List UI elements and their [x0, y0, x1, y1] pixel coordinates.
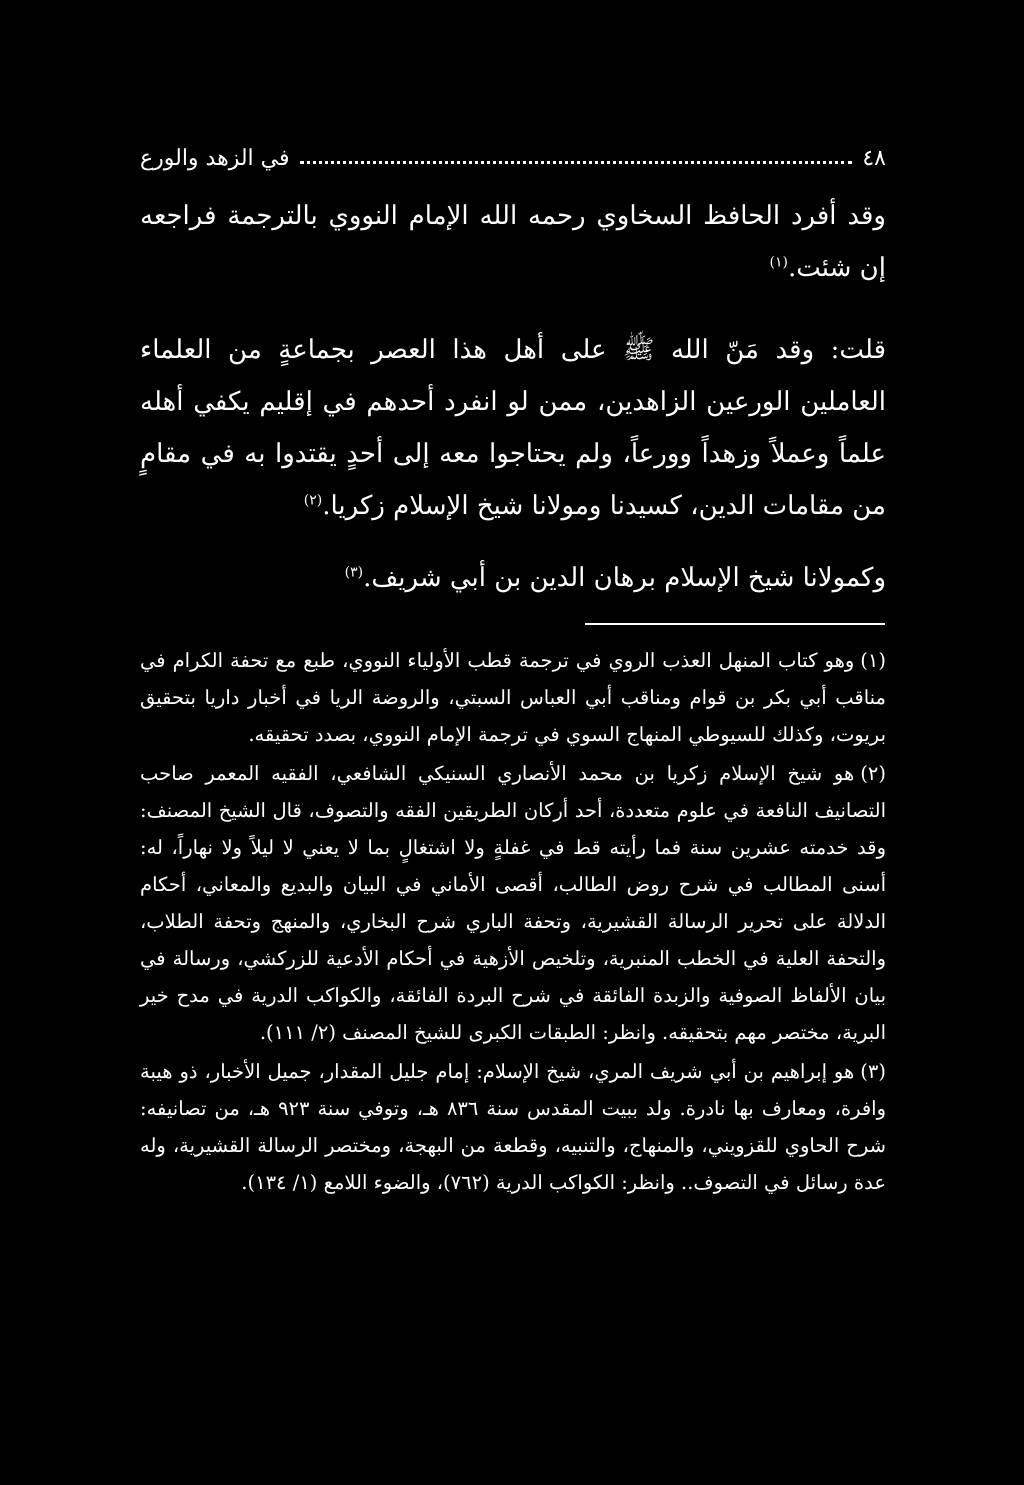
- main-text: [140, 190, 886, 604]
- paragraph-1-text: وقد أفرد الحافظ السخاوي رحمه الله الإمام النووي بالترجمة فراجعه إن شئت.: [140, 201, 886, 283]
- footnote-2: [140, 755, 886, 1051]
- paragraph-2-text: قلت: وقد مَنّ الله ﷺ على أهل هذا العصر بجماعةٍ من العلماء العاملين الورعين الزاهدين، ممن لو انفرد أحدهم في إقليم يكفي أهله علماً وعملاً وزهداً وورعاً، ولم يحتاجوا معه إلى أحدٍ يقتدوا به في مقامٍ من مقامات الدين، كسيدنا ومولانا شيخ الإسلام زكريا.: [140, 335, 886, 521]
- footnote-2-mark: (٢): [860, 762, 886, 785]
- footnote-1-text: وهو كتاب المنهل العذب الروي في ترجمة قطب الأولياء النووي، طبع مع تحفة الكرام في مناقب أبي بكر بن قوام ومناقب أبي العباس السبتي، والروضة الريا في أخبار داريا بتحقيق بريوت، وكذلك للسيوطي المنهاج السوي في ترجمة الإمام النووي، بصدد تحقيقه.: [140, 649, 886, 746]
- footnote-2-text: هو شيخ الإسلام زكريا بن محمد الأنصاري السنيكي الشافعي، الفقيه المعمر صاحب التصانيف النافعة في علوم متعددة، أحد أركان الطريقين الفقه والتصوف، قال الشيخ المصنف: وقد خدمته عشرين سنة فما رأيته قط في غفلةٍ ولا اشتغالٍ بما لا يعني لا ليلاً ولا نهاراً، له: أسنى المطالب في شرح روض الطالب، أقصى الأماني في البيان والبديع والمعاني، أحكام الدلالة على تحرير الرسالة القشيرية، وتحفة الباري شرح البخاري، والمنهج وتحفة الطلاب، والتحفة العلية في الخطب المنبرية، وتلخيص الأزهية في أحكام الأدعية للزركشي، ورسالة في بيان الألفاظ الصوفية والزبدة الفائقة في شرح البردة الفائقة، والكواكب الدرية في مدح خير البرية، مختصر مهم بتحقيقه. وانظر: الطبقات الكبرى للشيخ المصنف (٢/ ١١١).: [140, 762, 886, 1044]
- footnote-1-mark: (١): [860, 649, 886, 672]
- paragraph-2: [140, 324, 886, 532]
- running-title: في الزهد والورع: [140, 145, 290, 171]
- footnote-1: [140, 642, 886, 753]
- footnote-3: [140, 1053, 886, 1201]
- paragraph-3: [140, 552, 886, 604]
- footnote-ref-2: (٢): [303, 492, 323, 509]
- paragraph-1: [140, 190, 886, 294]
- footnote-separator: [585, 623, 885, 625]
- page-header: [140, 138, 886, 178]
- footnote-ref-1: (١): [769, 254, 788, 271]
- footnote-ref-3: (٣): [344, 564, 364, 581]
- footnote-3-mark: (٣): [860, 1060, 886, 1083]
- header-dotted-leader: [300, 161, 853, 164]
- page-number: ٤٨: [862, 145, 886, 171]
- footnotes: [140, 642, 886, 1201]
- paragraph-3-text: وكمولانا شيخ الإسلام برهان الدين بن أبي شريف.: [363, 563, 886, 593]
- footnote-3-text: هو إبراهيم بن أبي شريف المري، شيخ الإسلام: إمام جليل المقدار، جميل الأخبار، ذو هيبة وافرة، ومعارف بها نادرة. ولد ببيت المقدس سنة ٨٣٦ هـ، وتوفي سنة ٩٢٣ هـ، من تصانيفه: شرح الحاوي للقزويني، والمنهاج، والتنبيه، وقطعة من البهجة، ومختصر الرسالة القشيرية، وله عدة رسائل في التصوف.. وانظر: الكواكب الدرية (٧٦٢)، والضوء اللامع (١/ ١٣٤).: [140, 1060, 886, 1194]
